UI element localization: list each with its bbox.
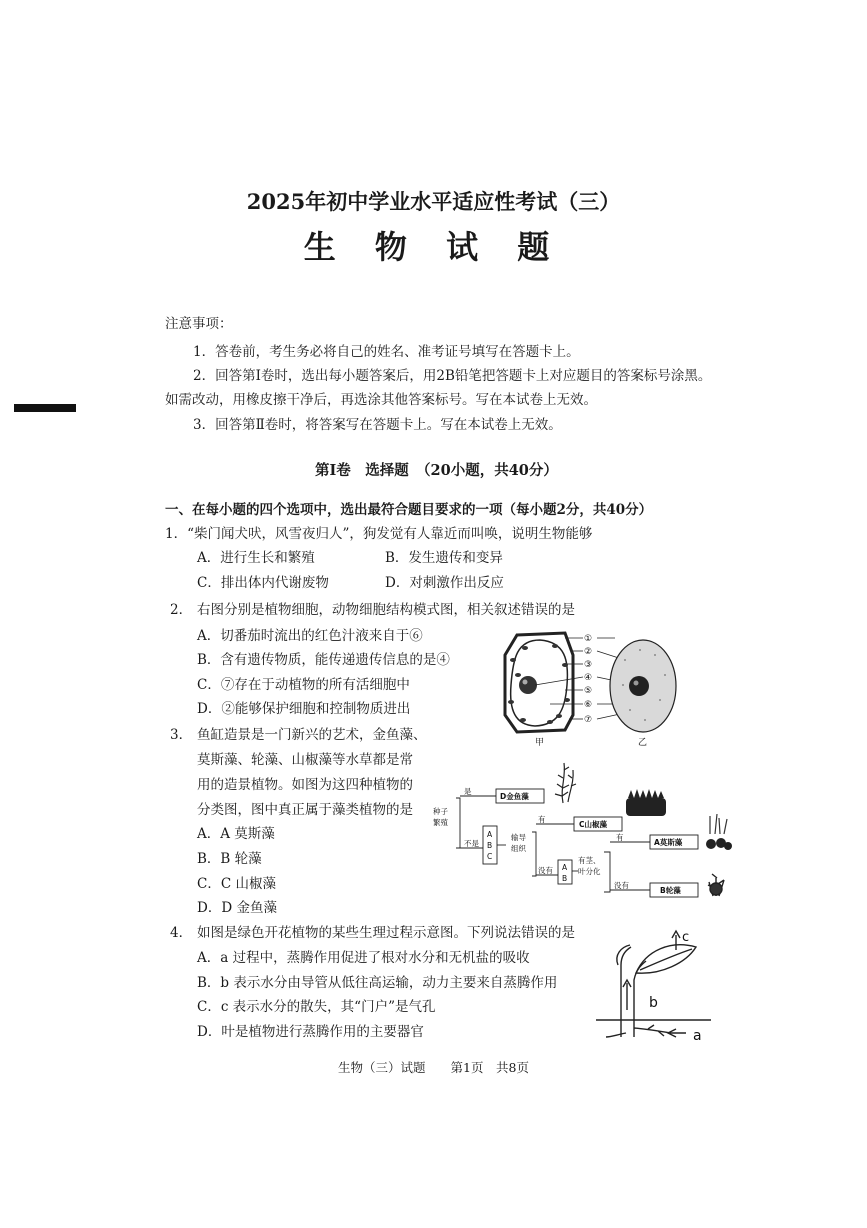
notice-item-3: 3．回答第Ⅱ卷时，将答案写在答题卡上。写在本试卷上无效。 — [193, 417, 562, 433]
classification-figure — [428, 758, 733, 908]
cls-has2: 有 — [616, 833, 624, 842]
animal-cell-label: 乙 — [638, 738, 648, 748]
q2-stem: 右图分别是植物细胞，动物细胞结构模式图，相关叙述错误的是 — [197, 602, 575, 618]
q4-option-a: A．a 过程中，蒸腾作用促进了根对水分和无机盐的吸收 — [197, 950, 530, 966]
notice-item-1: 1．答卷前，考生务必将自己的姓名、准考证号填写在答题卡上。 — [193, 344, 580, 360]
q1-option-c: C．排出体内代谢废物 — [197, 575, 329, 591]
cls-ab-a: A — [562, 863, 568, 872]
plant-sketch-c — [626, 789, 666, 816]
plant-vacuole — [511, 640, 568, 726]
q2-option-c: C．⑦存在于动植物的所有活细胞中 — [197, 677, 410, 693]
cls-box-a: A莫斯藻 — [654, 838, 683, 847]
notice-item-2-cont: 如需改动，用橡皮擦干净后，再选涂其他答案标号。写在本试卷上无效。 — [165, 392, 597, 408]
q3-option-b: B．B 轮藻 — [197, 851, 262, 867]
q2-number: 2． — [170, 602, 193, 618]
cell-label-3: ③ — [584, 660, 593, 670]
cls-stemleaf-2: 叶分化 — [578, 867, 601, 876]
roots — [606, 1025, 671, 1037]
q1-option-a: A．进行生长和繁殖 — [197, 550, 315, 566]
exam-title: 2025年初中学业水平适应性考试（三） — [246, 189, 621, 214]
cls-stemleaf-1: 有茎、 — [578, 856, 601, 865]
cls-none: 没有 — [538, 866, 553, 875]
stem-left — [621, 947, 631, 1037]
notice-heading: 注意事项： — [165, 316, 233, 332]
q2-option-b: B．含有遗传物质，能传递遗传信息的是④ — [197, 652, 450, 668]
cls-abc-b: B — [487, 841, 493, 850]
cls-abc-c: C — [487, 852, 493, 861]
q3-option-a: A．A 莫斯藻 — [197, 826, 275, 842]
margin-mark — [14, 404, 76, 412]
cls-box-c: C山椒藻 — [579, 820, 608, 829]
subject-title: 生 物 试 题 — [303, 228, 564, 266]
section-heading: 一、在每小题的四个选项中，选出最符合题目要求的一项（每小题2分，共40分） — [165, 502, 653, 518]
cls-abc-a: A — [487, 830, 493, 839]
plant-sketch-d — [555, 763, 576, 803]
q2-option-a: A．切番茄时流出的红色汁液来自于⑥ — [197, 628, 423, 644]
cls-box-d: D金鱼藻 — [500, 792, 529, 801]
plant-process-figure — [596, 925, 711, 1045]
part1-title: 第Ⅰ卷 选择题 （20小题，共40分） — [315, 462, 558, 479]
animal-nucleus — [629, 676, 649, 696]
page-footer: 生物（三）试题 第1页 共8页 — [338, 1060, 529, 1075]
cls-vascular-1: 输导 — [511, 833, 526, 842]
q3-option-c: C．C 山椒藻 — [197, 876, 276, 892]
q1-option-b: B．发生遗传和变异 — [385, 550, 503, 566]
q3-stem-line-2: 莫斯藻、轮藻、山椒藻等水草都是常 — [197, 752, 413, 768]
cls-root-1: 种子 — [433, 807, 448, 816]
cls-has: 有 — [538, 815, 546, 824]
cls-box-b: B轮藻 — [660, 886, 681, 895]
label-b: b — [649, 995, 658, 1011]
cell-label-1: ① — [584, 634, 593, 644]
cell-label-2: ② — [584, 647, 593, 657]
label-a: a — [693, 1028, 702, 1044]
plant-sketch-b — [708, 874, 724, 896]
cls-ab-b: B — [562, 874, 568, 883]
plant-cell-label: 甲 — [535, 738, 545, 748]
q1-stem: 1．“柴门闻犬吠，风雪夜归人”，狗发觉有人靠近而叫唤，说明生物能够 — [165, 526, 593, 542]
cls-none2: 没有 — [614, 881, 629, 890]
cell-structure-figure — [495, 630, 680, 750]
q2-option-d: D．②能够保护细胞和控制物质进出 — [197, 701, 411, 717]
q4-option-b: B．b 表示水分由导管从低往高运输，动力主要来自蒸腾作用 — [197, 975, 558, 991]
q3-number: 3． — [170, 727, 193, 743]
cls-yes: 是 — [464, 787, 472, 796]
q4-stem: 如图是绿色开花植物的某些生理过程示意图。下列说法错误的是 — [197, 925, 575, 941]
cls-no: 不是 — [464, 839, 479, 848]
cls-root-2: 繁殖 — [433, 818, 448, 827]
cell-label-7: ⑦ — [584, 715, 593, 725]
plant-sketch-a — [706, 814, 732, 850]
q4-option-c: C．c 表示水分的散失，其“门户”是气孔 — [197, 999, 436, 1015]
notice-item-2: 2．回答第Ⅰ卷时，选出每小题答案后，用2B铅笔把答题卡上对应题目的答案标号涂黑。 — [193, 368, 712, 384]
cls-vascular-2: 组织 — [511, 844, 526, 853]
q3-stem-line-1: 鱼缸造景是一门新兴的艺术，金鱼藻、 — [197, 727, 427, 743]
cell-label-4: ④ — [584, 673, 593, 683]
q4-option-d: D．叶是植物进行蒸腾作用的主要器官 — [197, 1024, 424, 1040]
q3-stem-line-3: 用的造景植物。如图为这四种植物的 — [197, 777, 413, 793]
q1-option-d: D．对刺激作出反应 — [385, 575, 504, 591]
q3-stem-line-4: 分类图，图中真正属于藻类植物的是 — [197, 802, 413, 818]
label-c: c — [682, 930, 690, 945]
plant-nucleus — [519, 676, 537, 694]
q4-number: 4． — [170, 925, 193, 941]
cell-label-6: ⑥ — [584, 700, 593, 710]
cell-label-5: ⑤ — [584, 686, 593, 696]
q3-option-d: D．D 金鱼藻 — [197, 900, 277, 916]
